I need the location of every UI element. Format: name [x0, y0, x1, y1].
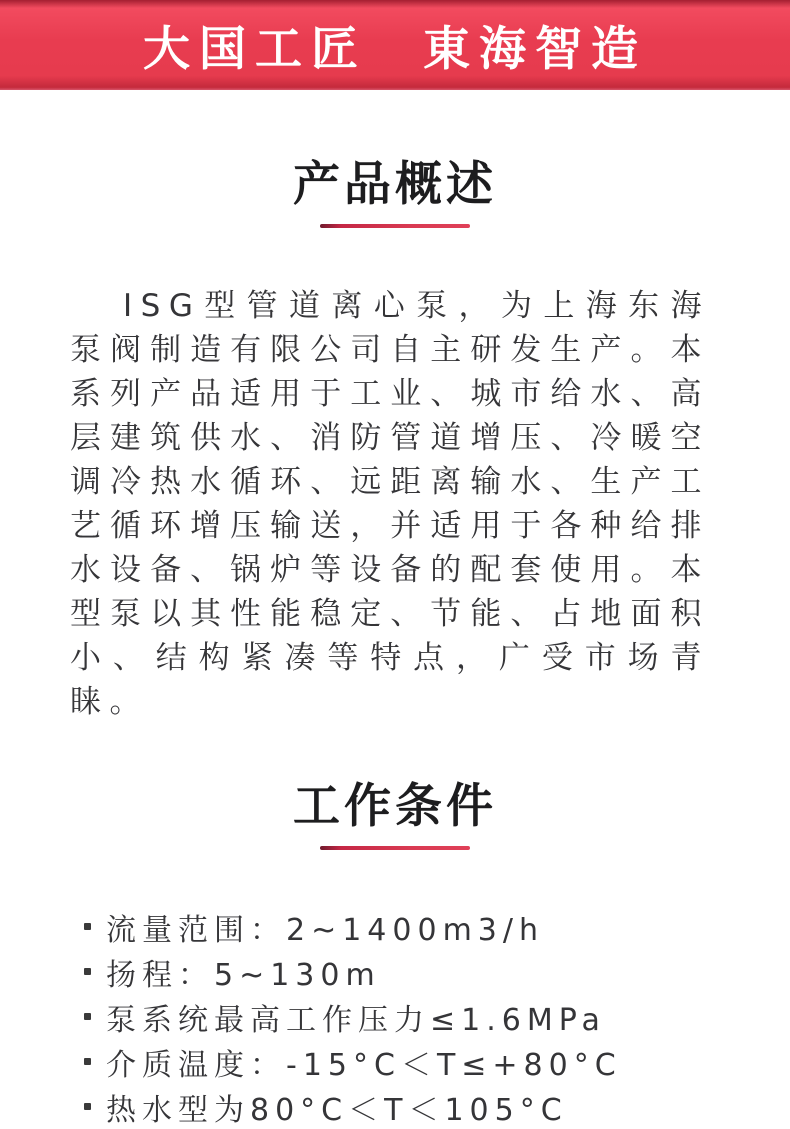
list-item [84, 1084, 730, 1129]
brand-banner [0, 0, 790, 90]
condition-flow-range: 流量范围：2~1400m3/h [106, 912, 545, 948]
bullet-square-icon [84, 923, 91, 930]
condition-head-range: 扬程：5~130m [106, 957, 381, 993]
overview-heading: 产品概述 [293, 157, 497, 212]
condition-max-pressure: 泵系统最高工作压力≤1.6MPa [106, 1002, 606, 1038]
bullet-square-icon [84, 1058, 91, 1065]
list-item [84, 949, 730, 994]
bullet-square-icon [84, 1103, 91, 1110]
conditions-heading: 工作条件 [293, 779, 497, 834]
list-item [84, 1039, 730, 1084]
condition-hot-water-temperature: 热水型为80°C＜T＜105°C [106, 1092, 568, 1128]
condition-medium-temperature: 介质温度：-15°C＜T≤+80°C [106, 1047, 622, 1083]
overview-paragraph: ISG型管道离心泵，为上海东海泵阀制造有限公司自主研发生产。本系列产品适用于工业、城市给水、高层建筑供水、消防管道增压、冷暖空调冷热水循环、远距离输水、生产工艺循环增压输送，并适用于各种给排水设备、锅炉等设备的配套使用。本型泵以其性能稳定、节能、占地面积小、结构紧凑等特点，广受市场青睐。 [70, 288, 710, 720]
conditions-list [84, 904, 730, 1129]
bullet-square-icon [84, 1013, 91, 1020]
overview-heading-underline [320, 224, 470, 228]
conditions-heading-underline [320, 846, 470, 850]
section-working-conditions [0, 780, 790, 1129]
list-item [84, 904, 730, 949]
list-item [84, 994, 730, 1039]
bullet-square-icon [84, 968, 91, 975]
banner-title: 大国工匠 東海智造 [143, 21, 647, 77]
section-product-overview [0, 158, 790, 724]
